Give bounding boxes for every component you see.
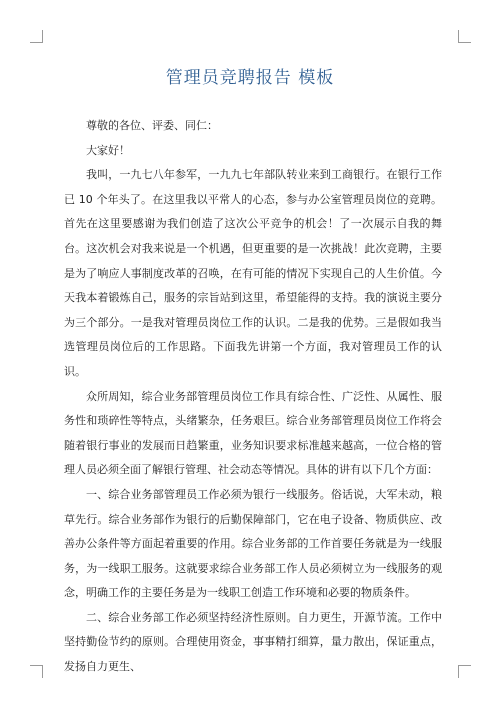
- crop-mark-top-left: [30, 30, 43, 43]
- document-body: [64, 114, 442, 680]
- paragraph-intro: 我叫，一九七八年参军，一九九七年部队转业来到工商银行。在银行工作已 10 个年头了。在这里我以平常人的心态，参与办公室管理员岗位的竞聘。首先在这里要感谢为我们创造了这次公平竞争的机会！了一次展示自我的舞台。这次机会对我来说是一个机遇，但更重要的是一次挑战！此次竞聘，主要是为了响应人事制度改革的召唤，在有可能的情况下实现自己的人生价值。今天我本着锻炼自己，服务的宗旨站到这里，希望能得的支持。我的演说主要分为三个部分。一是我对管理员岗位工作的认识。二是我的优势。三是假如我当选管理员岗位后的工作思路。下面我先讲第一个方面，我对管理员工作的认识。: [64, 168, 442, 378]
- salutation: 尊敬的各位、评委、同仁：: [86, 119, 218, 132]
- document-title: 管理员竞聘报告 模板: [165, 68, 335, 88]
- crop-mark-bottom-left: [30, 665, 43, 678]
- paragraph-overview: 众所周知，综合业务部管理员岗位工作具有综合性、广泛性、从属性、服务性和琐碎性等特点，头绪繁杂，任务艰巨。综合业务部管理员岗位工作将会随着银行事业的发展而日趋繁重，业务知识要求标准越来越高，一位合格的管理人员必须全面了解银行管理、社会动态等情况。具体的讲有以下几个方面：: [64, 389, 442, 477]
- paragraph-point-one: 一、综合业务部管理员工作必须为银行一线服务。俗话说，大军未动，粮草先行。综合业务部作为银行的后勤保障部门，它在电子设备、物质供应、改善办公条件等方面起着重要的作用。综合业务部的工作首要任务就是为一线服务，为一线职工服务。这就要求综合业务部工作人员必须树立为一线服务的观念，明确工作的主要任务是为一线职工创造工作环境和必要的物质条件。: [64, 487, 442, 600]
- crop-mark-top-right: [458, 30, 471, 43]
- crop-mark-bottom-right: [458, 665, 471, 678]
- paragraph-point-two: 二、综合业务部工作必须坚持经济性原则。自力更生，开源节流。工作中坚持勤俭节约的原则。合理使用资金，事事精打细算，量力散出，保证重点，发扬自力更生、: [64, 610, 442, 674]
- greeting: 大家好！: [86, 143, 130, 157]
